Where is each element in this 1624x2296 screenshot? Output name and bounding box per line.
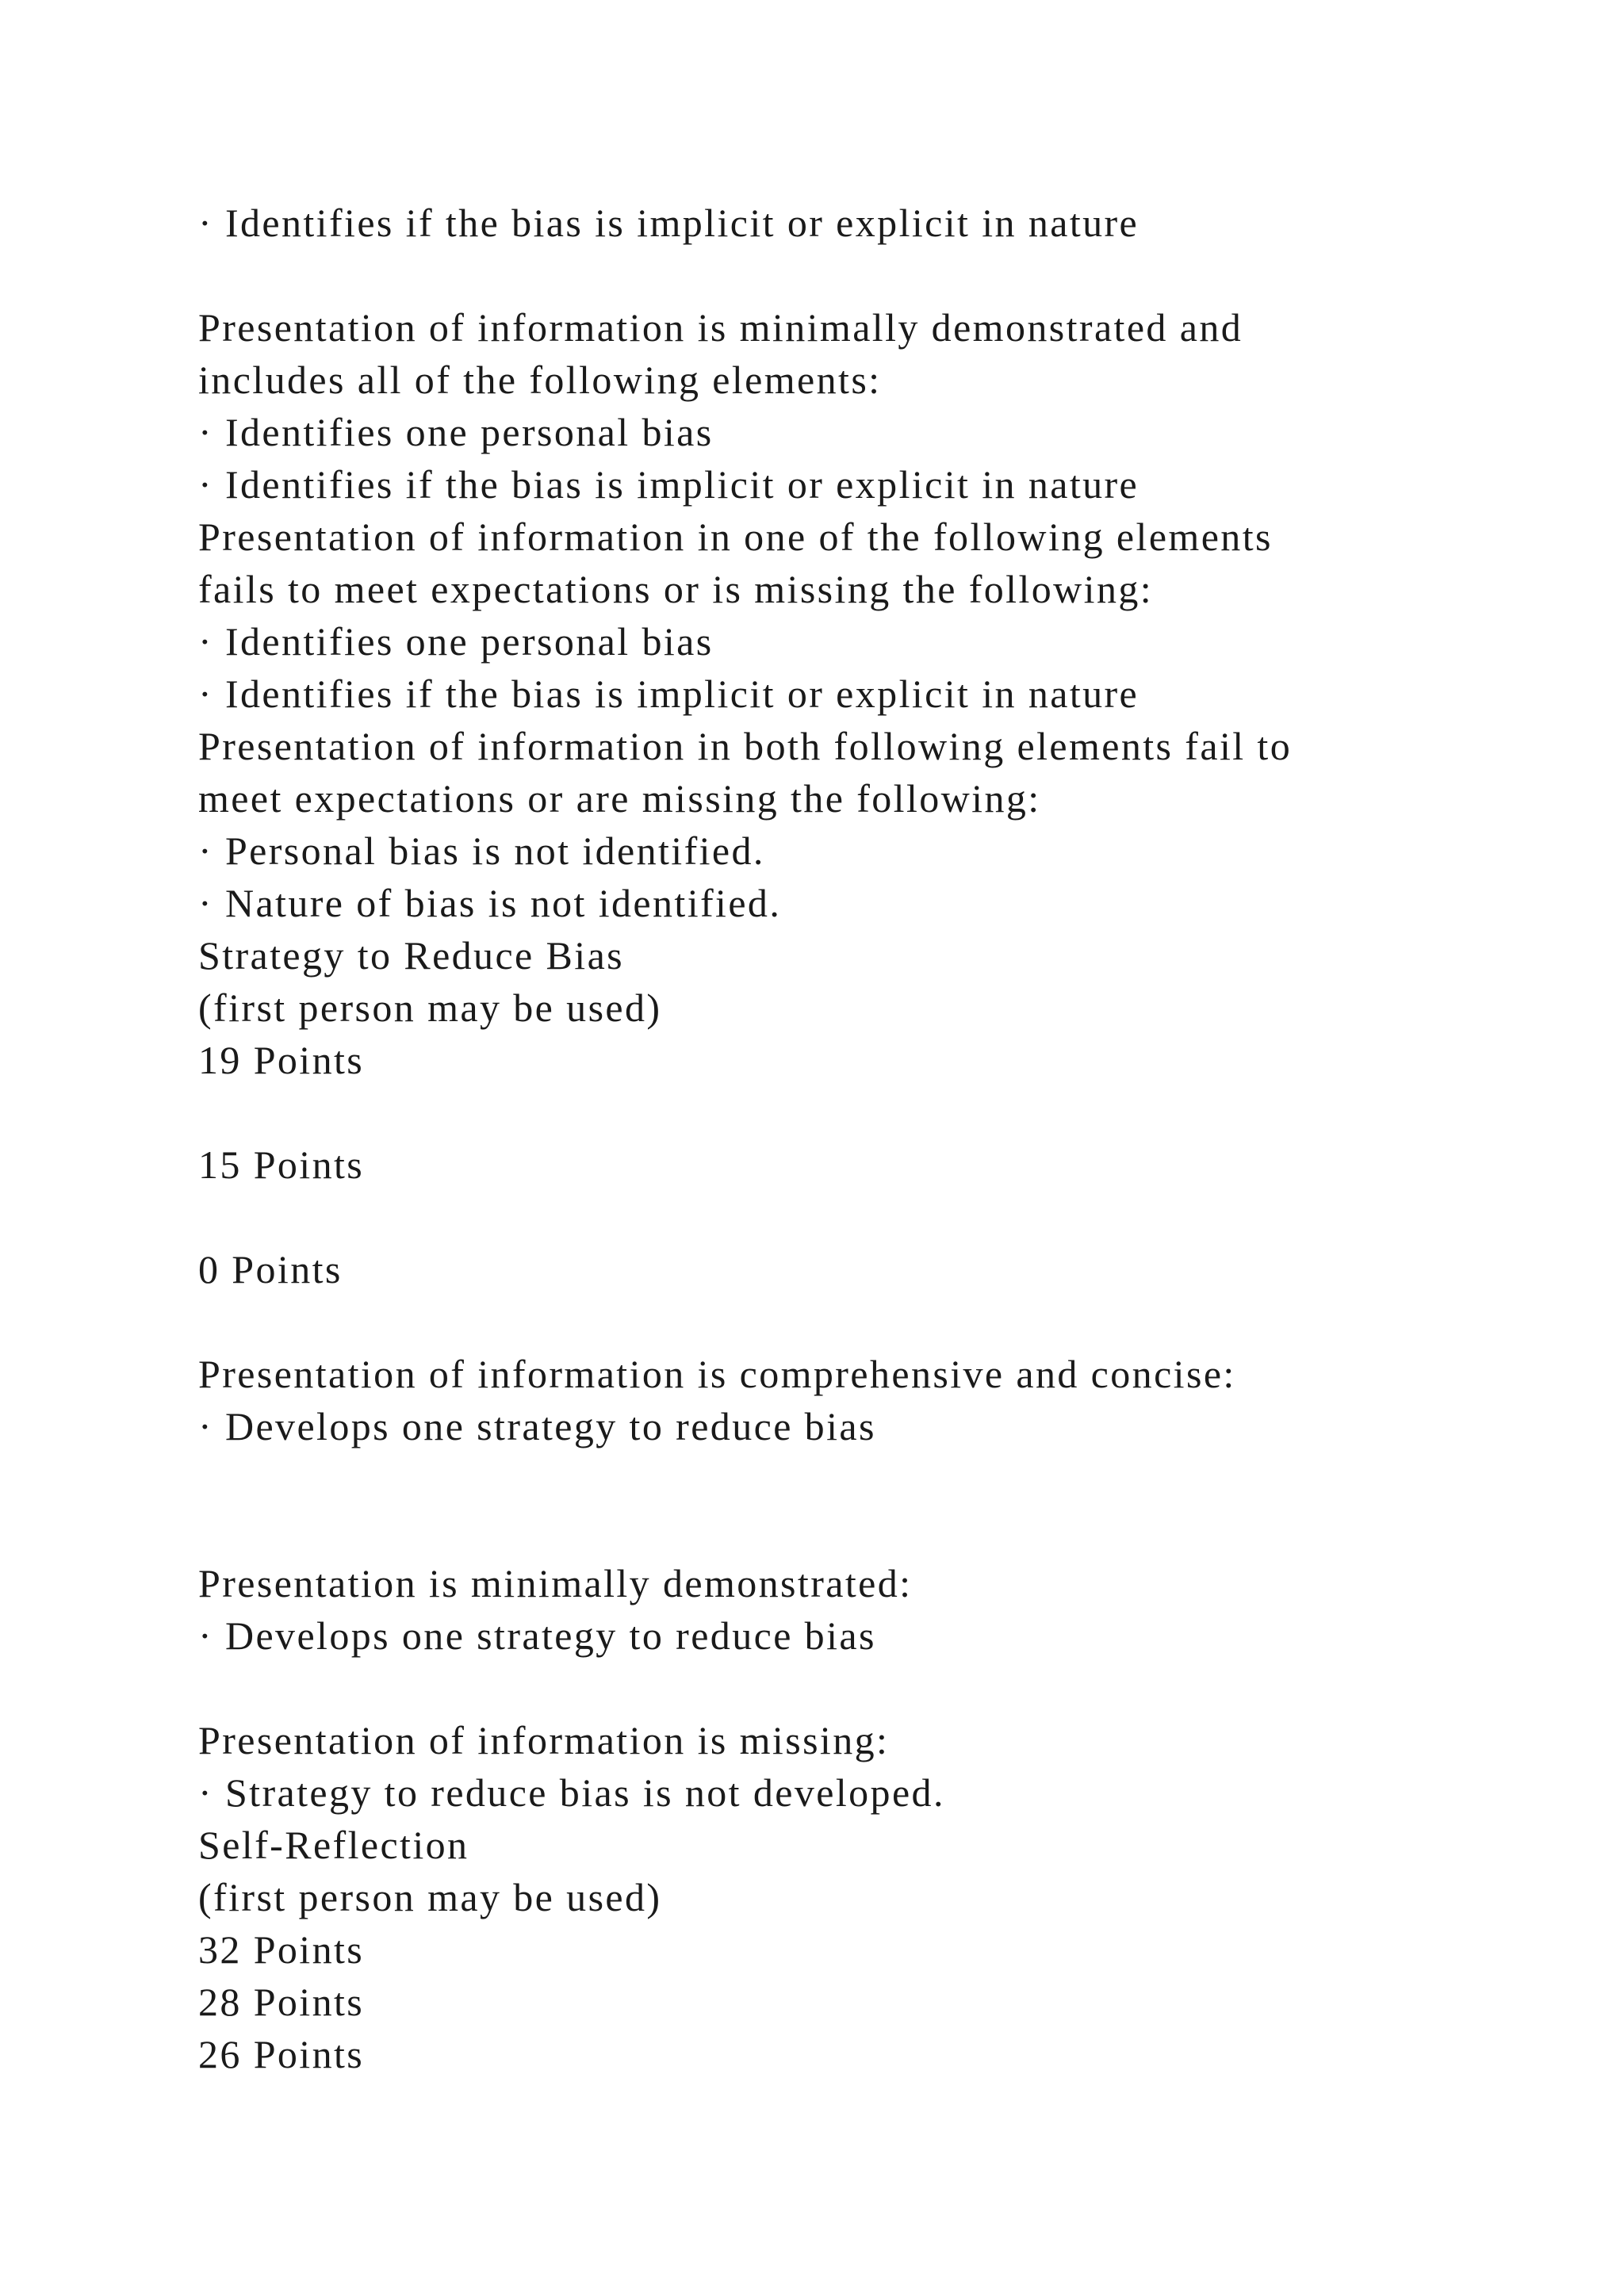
bullet-line: · Nature of bias is not identified.: [198, 881, 782, 925]
text-line: Presentation of information is comprehensive and concise:: [198, 1352, 1236, 1396]
blank-line: [198, 249, 1467, 301]
text-line: Presentation of information in both following elements fail to: [198, 724, 1293, 768]
bullet-line: · Identifies one personal bias: [198, 619, 714, 664]
section-heading: Self-Reflection: [198, 1823, 469, 1867]
blank-line: [198, 1191, 1467, 1243]
bullet-line: · Identifies one personal bias: [198, 410, 714, 454]
blank-line: [198, 1295, 1467, 1348]
blank-line: [198, 1086, 1467, 1138]
bullet-line: · Develops one strategy to reduce bias: [198, 1613, 876, 1658]
bullet-line: · Identifies if the bias is implicit or explicit in nature: [198, 201, 1139, 245]
points-label: 0 Points: [198, 1247, 343, 1292]
text-line: Presentation of information in one of the following elements: [198, 515, 1273, 559]
bullet-line: · Personal bias is not identified.: [198, 828, 765, 873]
points-label: 32 Points: [198, 1927, 365, 1972]
blank-line: [198, 1505, 1467, 1557]
points-label: 28 Points: [198, 1980, 365, 2024]
bullet-line: · Identifies if the bias is implicit or explicit in nature: [198, 462, 1139, 507]
points-label: 19 Points: [198, 1038, 365, 1082]
section-note: (first person may be used): [198, 1875, 662, 1919]
text-line: fails to meet expectations or is missing the following:: [198, 567, 1154, 611]
blank-line: [198, 1452, 1467, 1505]
document-body: [198, 197, 1467, 2080]
text-line: meet expectations or are missing the following:: [198, 776, 1041, 821]
text-line: Presentation is minimally demonstrated:: [198, 1561, 913, 1605]
points-label: 26 Points: [198, 2032, 365, 2076]
blank-line: [198, 1662, 1467, 1714]
section-note: (first person may be used): [198, 985, 662, 1030]
points-label: 15 Points: [198, 1142, 365, 1187]
section-heading: Strategy to Reduce Bias: [198, 933, 625, 978]
text-line: includes all of the following elements:: [198, 358, 882, 402]
bullet-line: · Identifies if the bias is implicit or explicit in nature: [198, 672, 1139, 716]
bullet-line: · Strategy to reduce bias is not developed.: [198, 1770, 945, 1815]
text-line: Presentation of information is minimally demonstrated and: [198, 305, 1243, 350]
bullet-line: · Develops one strategy to reduce bias: [198, 1404, 876, 1448]
text-line: Presentation of information is missing:: [198, 1718, 890, 1762]
